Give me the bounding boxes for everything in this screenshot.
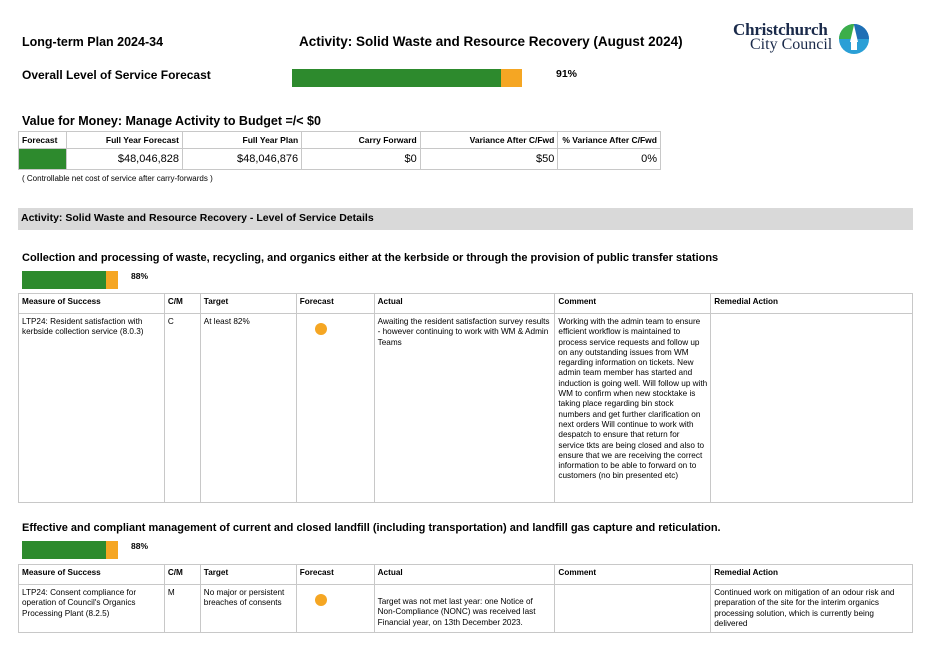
- g1-measure: LTP24: Resident satisfaction with kerbside collection service (8.0.3): [19, 314, 165, 503]
- group-2-percent: 88%: [131, 541, 149, 551]
- vfm-carry-forward: $0: [302, 149, 421, 170]
- plan-title: Long-term Plan 2024-34: [22, 35, 164, 49]
- g2-comment: [555, 585, 711, 633]
- table-row: [19, 585, 913, 633]
- los-details-band: Activity: Solid Waste and Resource Recovery - Level of Service Details: [18, 208, 913, 230]
- overall-bar-amber: [501, 69, 522, 87]
- g2-header-remedial: Remedial Action: [711, 565, 913, 585]
- g1-header-cm: C/M: [164, 294, 200, 314]
- g1-header-forecast: Forecast: [296, 294, 374, 314]
- group-1-bar: [22, 271, 118, 289]
- forecast-status-dot: [315, 323, 327, 335]
- g1-cm: C: [164, 314, 200, 503]
- g1-comment: Working with the admin team to ensure efficient workflow is maintained to process service requests and follow up on any outstanding issues from WM regarding information on tickets. New admin team member has started and induction is going well. Will follow up with WM to confirm when new stocktake is taking place regarding bin stock numbers and get further clarification on next orders Will continue to work with despatch to ensure that return for service tkts are being closed and also to ensure that we are receiving the correct information to be able to forward on to customers (no bin presented etc): [555, 314, 711, 503]
- g2-header-measure: Measure of Success: [19, 565, 165, 585]
- group-1-percent: 88%: [131, 271, 149, 281]
- vfm-header-carry-forward: Carry Forward: [302, 132, 421, 149]
- g1-forecast: [296, 314, 374, 503]
- activity-title: Activity: Solid Waste and Resource Recovery (August 2024): [299, 34, 683, 49]
- logo-line-2: City Council: [750, 36, 833, 53]
- g2-target: No major or persistent breaches of consents: [200, 585, 296, 633]
- group-1-bar-amber: [106, 271, 118, 289]
- vfm-full-year-forecast: $48,046,828: [66, 149, 182, 170]
- vfm-variance: $50: [420, 149, 558, 170]
- council-logo: [733, 22, 878, 58]
- vfm-title: Value for Money: Manage Activity to Budget =/< $0: [22, 114, 321, 128]
- logo-line-1: Christchurch: [733, 20, 828, 39]
- group-2-bar-green: [22, 541, 106, 559]
- g1-remedial: [711, 314, 913, 503]
- vfm-pct-variance: 0%: [558, 149, 661, 170]
- group-2-bar: [22, 541, 118, 559]
- cathedral-icon: [837, 22, 871, 54]
- group-1-table: [18, 293, 913, 503]
- g2-header-actual: Actual: [374, 565, 555, 585]
- g1-header-measure: Measure of Success: [19, 294, 165, 314]
- group-2-table: [18, 564, 913, 633]
- group-1-bar-green: [22, 271, 106, 289]
- g2-header-comment: Comment: [555, 565, 711, 585]
- vfm-header-forecast: Forecast: [19, 132, 67, 149]
- g2-cm: M: [164, 585, 200, 633]
- vfm-header-variance: Variance After C/Fwd: [420, 132, 558, 149]
- g1-header-actual: Actual: [374, 294, 555, 314]
- g1-target: At least 82%: [200, 314, 296, 503]
- g2-remedial: Continued work on mitigation of an odour risk and preparation of the site for the interim organics processing solution, which is currently being delivered: [711, 585, 913, 633]
- g2-header-forecast: Forecast: [296, 565, 374, 585]
- group-1-title: Collection and processing of waste, recycling, and organics either at the kerbside or through the provision of public transfer stations: [22, 252, 719, 264]
- vfm-table: [18, 131, 661, 170]
- g1-header-remedial: Remedial Action: [711, 294, 913, 314]
- overall-forecast-label: Overall Level of Service Forecast: [22, 68, 211, 82]
- overall-forecast-bar: [292, 69, 522, 87]
- g2-measure: LTP24: Consent compliance for operation of Council's Organics Processing Plant (8.2.5): [19, 585, 165, 633]
- g1-header-target: Target: [200, 294, 296, 314]
- group-2-bar-amber: [106, 541, 118, 559]
- overall-percent: 91%: [556, 68, 578, 80]
- vfm-header-full-year-forecast: Full Year Forecast: [66, 132, 182, 149]
- table-row: [19, 314, 913, 503]
- vfm-header-full-year-plan: Full Year Plan: [183, 132, 302, 149]
- g1-header-comment: Comment: [555, 294, 711, 314]
- g2-actual: Target was not met last year: one Notice of Non-Compliance (NONC) was received last Financial year, on 13th December 2023.: [374, 585, 555, 633]
- vfm-note: ( Controllable net cost of service after carry-forwards ): [22, 174, 213, 183]
- overall-bar-green: [292, 69, 501, 87]
- vfm-header-pct-variance: % Variance After C/Fwd: [558, 132, 661, 149]
- forecast-status-dot: [315, 594, 327, 606]
- g2-forecast: [296, 585, 374, 633]
- g2-header-cm: C/M: [164, 565, 200, 585]
- vfm-full-year-plan: $48,046,876: [183, 149, 302, 170]
- g2-header-target: Target: [200, 565, 296, 585]
- vfm-forecast-status: [19, 149, 67, 170]
- group-2-title: Effective and compliant management of current and closed landfill (including transportation) and landfill gas capture and reticulation.: [22, 522, 721, 534]
- g1-actual: Awaiting the resident satisfaction survey results - however continuing to work with WM & Admin Teams: [374, 314, 555, 503]
